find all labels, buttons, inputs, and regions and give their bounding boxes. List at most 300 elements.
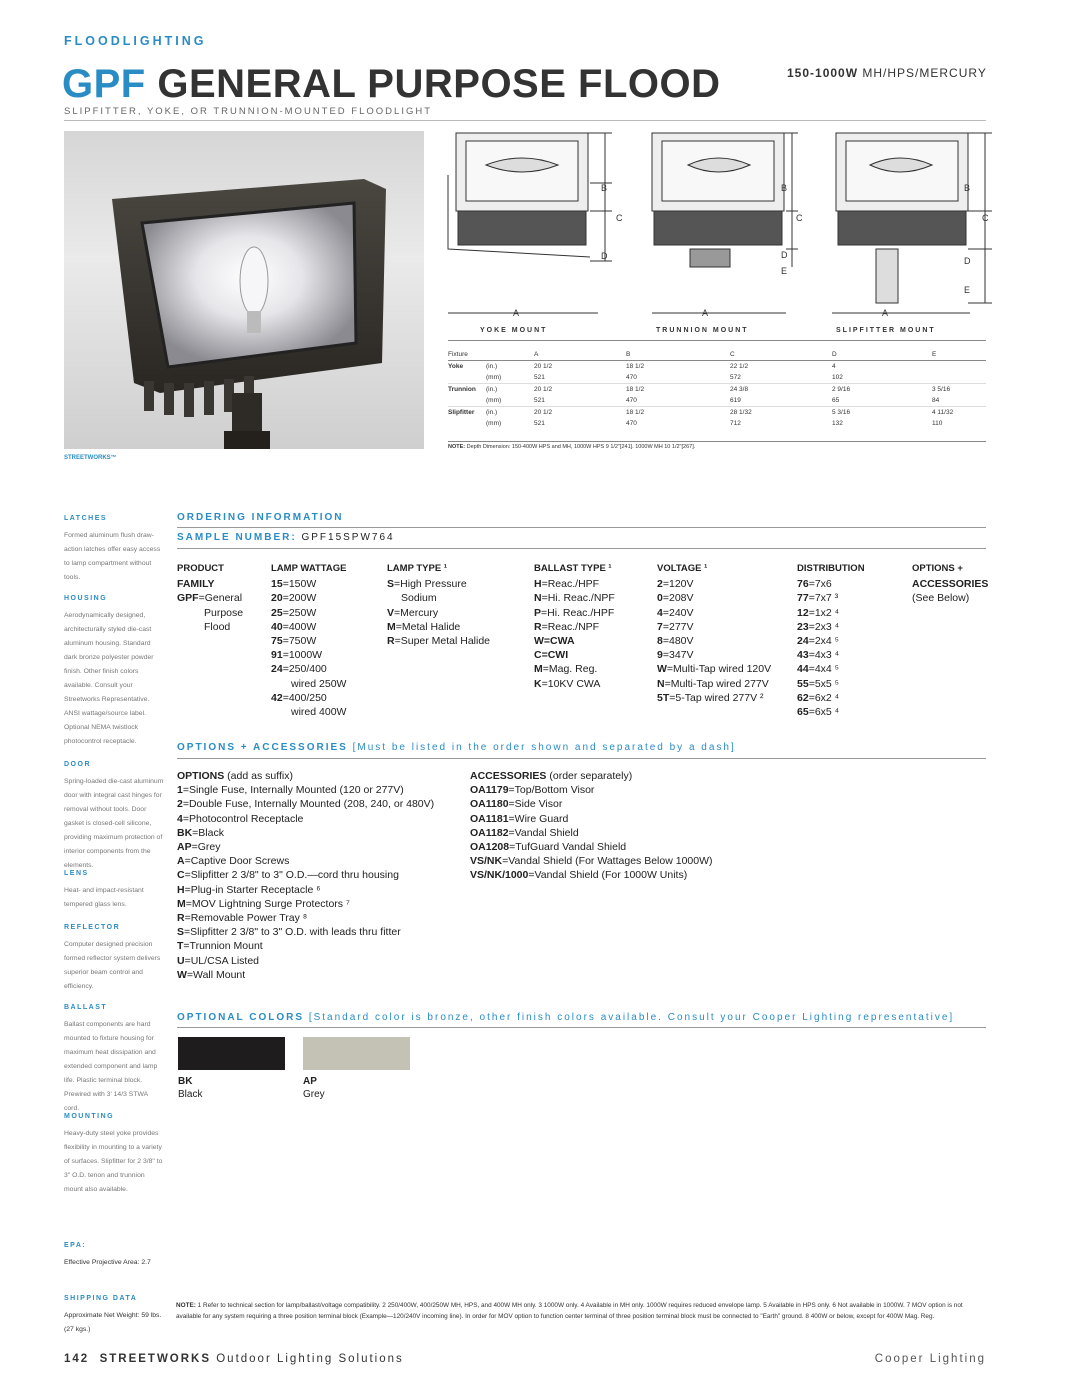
list-item bbox=[177, 939, 434, 953]
list-item bbox=[177, 812, 434, 826]
item-desc: =10KV CWA bbox=[541, 677, 601, 690]
dim-label-c-trunnion: C bbox=[796, 213, 803, 223]
item-desc: =Vandal Shield (For Wattages Below 1000W) bbox=[502, 855, 713, 868]
colors-divider bbox=[177, 1027, 986, 1028]
table-cell: Slipfitter bbox=[448, 407, 486, 419]
accessories-title-note: (order separately) bbox=[546, 770, 633, 782]
item-code: H bbox=[534, 578, 542, 591]
table-cell: 20 1/2 bbox=[534, 361, 626, 373]
color-name: Black bbox=[178, 1089, 203, 1100]
table-cell: 521 bbox=[534, 374, 545, 381]
item-desc: =Side Visor bbox=[508, 798, 563, 811]
item-desc: =Captive Door Screws bbox=[184, 855, 290, 868]
item-desc: =Slipfitter 2 3/8" to 3" O.D.—cord thru housing bbox=[184, 869, 399, 882]
item-desc: =Plug-in Starter Receptacle ⁶ bbox=[184, 883, 321, 896]
list-item bbox=[470, 854, 713, 868]
accessories-title-bold: ACCESSORIES bbox=[470, 770, 547, 782]
item-code: C bbox=[534, 649, 542, 662]
color-code: AP bbox=[303, 1076, 317, 1087]
item-desc: =Multi-Tap wired 277V bbox=[664, 677, 769, 690]
table-cell: (mm) bbox=[486, 397, 502, 404]
table-cell: 102 bbox=[832, 374, 843, 381]
sidebar-lens bbox=[64, 867, 164, 912]
item-desc: =277V bbox=[662, 620, 694, 633]
item-desc: =Multi-Tap wired 120V bbox=[666, 663, 772, 676]
list-item bbox=[470, 783, 713, 797]
item-desc: =TufGuard Vandal Shield bbox=[509, 841, 627, 854]
list-item bbox=[177, 868, 434, 882]
item-desc: =5-Tap wired 277V ² bbox=[669, 691, 764, 704]
list-item bbox=[177, 911, 434, 925]
table-cell: (in.) bbox=[486, 407, 534, 419]
col-lamp-type bbox=[387, 562, 490, 648]
item-desc: =Vandal Shield bbox=[508, 826, 579, 839]
item-desc: =Mag. Reg. bbox=[542, 663, 598, 676]
list-item bbox=[387, 577, 490, 591]
item-desc: =Trunnion Mount bbox=[183, 940, 263, 953]
item-desc: =High Pressure bbox=[394, 578, 467, 591]
dim-label-c-slipfitter: C bbox=[982, 213, 989, 223]
item-code: 91 bbox=[271, 649, 283, 662]
col-header: OPTIONS + bbox=[912, 563, 963, 574]
item-code: 5T bbox=[657, 691, 670, 704]
list-item bbox=[797, 634, 865, 648]
item-code: H bbox=[177, 883, 185, 896]
list-item bbox=[534, 577, 615, 591]
list-item bbox=[470, 797, 713, 811]
list-item: (See Below) bbox=[912, 592, 970, 605]
dim-header bbox=[486, 350, 534, 361]
list-item bbox=[470, 868, 713, 882]
item-desc: =6x5 ⁴ bbox=[808, 706, 840, 719]
item-desc: =240V bbox=[662, 606, 694, 619]
dim-label-e-slipfitter: E bbox=[964, 285, 971, 295]
col-header: LAMP WATTAGE bbox=[271, 563, 347, 574]
item-code: N bbox=[657, 677, 665, 690]
item-code: M bbox=[534, 663, 543, 676]
item-code: T bbox=[177, 940, 184, 953]
table-cell: 18 1/2 bbox=[626, 407, 730, 419]
sidebar-text: Spring-loaded die-cast aluminum door with integral cast hinges for removal without tools. Door gasket is closed-cell silicone, providing maximum protection of interior components from the elements. bbox=[64, 778, 164, 869]
col-header: PRODUCT bbox=[177, 563, 224, 574]
mount-divider bbox=[448, 340, 986, 341]
item-code: 24 bbox=[797, 635, 809, 648]
item-desc: =CWA bbox=[543, 635, 575, 648]
title-rest: GENERAL PURPOSE FLOOD bbox=[145, 62, 721, 106]
page-title bbox=[62, 62, 721, 107]
list-item bbox=[534, 634, 615, 648]
title-prefix: GPF bbox=[62, 62, 146, 106]
colors-heading-note: [Standard color is bronze, other finish colors available. Consult your Cooper Lighting representative] bbox=[304, 1012, 955, 1023]
list-item bbox=[657, 620, 771, 634]
list-item bbox=[470, 812, 713, 826]
item-desc: =UL/CSA Listed bbox=[184, 954, 260, 967]
table-cell bbox=[448, 395, 486, 407]
item-desc: =4x4 ⁵ bbox=[808, 663, 840, 676]
item-code: K bbox=[534, 677, 542, 690]
list-item: wired 250W bbox=[291, 677, 347, 690]
list-item bbox=[797, 677, 865, 691]
color-label-grey bbox=[303, 1075, 325, 1101]
item-code: 8 bbox=[657, 635, 663, 648]
item-code: ACCESSORIES bbox=[912, 578, 989, 591]
item-code: 9 bbox=[657, 649, 663, 662]
dim-header: Fixture bbox=[448, 350, 486, 361]
list-item bbox=[470, 826, 713, 840]
table-cell: Trunnion bbox=[448, 384, 486, 396]
list-item bbox=[177, 797, 434, 811]
table-cell: 5 3/16 bbox=[832, 407, 932, 419]
col-voltage bbox=[657, 562, 771, 705]
item-code: W bbox=[534, 635, 544, 648]
color-swatch-black bbox=[178, 1037, 285, 1070]
footer-company: Cooper Lighting bbox=[874, 1353, 986, 1365]
table-cell bbox=[448, 418, 486, 429]
item-desc: =400/250 bbox=[282, 691, 327, 704]
item-code: GPF bbox=[177, 592, 199, 605]
item-desc: =MOV Lightning Surge Protectors ⁷ bbox=[185, 897, 350, 910]
item-desc: =200W bbox=[282, 592, 317, 605]
item-code: 25 bbox=[271, 606, 283, 619]
sidebar-text: Effective Projective Area: 2.7 bbox=[64, 1259, 151, 1266]
item-code: 7 bbox=[657, 620, 663, 633]
list-item bbox=[177, 854, 434, 868]
item-desc: =120V bbox=[662, 578, 694, 591]
sidebar-text: Heavy-duty steel yoke provides flexibility in mounting to a variety of surfaces. Slipfitter for 2 3/8" to 3" O.D. tenon and trunnion mount also available. bbox=[64, 1130, 163, 1193]
sample-number bbox=[177, 532, 395, 543]
item-desc: =250/400 bbox=[282, 663, 327, 676]
options-title-note: (add as suffix) bbox=[224, 770, 293, 782]
page-footer bbox=[64, 1353, 404, 1365]
col-distribution bbox=[797, 562, 865, 719]
table-cell: 4 bbox=[832, 361, 932, 373]
list-item bbox=[534, 591, 615, 605]
dim-label-b-yoke: B bbox=[601, 183, 608, 193]
item-desc: =Double Fuse, Internally Mounted (208, 240, or 480V) bbox=[182, 798, 435, 811]
item-desc: =6x2 ⁴ bbox=[808, 691, 840, 704]
footnote-text: 1 Refer to technical section for lamp/ballast/voltage compatibility. 2 250/400W, 400/250W MH, HPS, and 400W MH only. 3 1000W only. 4 Available in MH only. 1000W requires reduced envelope lamp. 5 Available in HPS only. 6 Not available in 1000W. 7 MOV option is not available for any system requiring a three position terminal block (Example—120/240V incoming line). In order for MOV option to function center terminal of three position terminal block must be connected to "Earth" ground. 8 400W or below, except for 400W Mag. Reg. bbox=[176, 1302, 963, 1320]
list-item bbox=[177, 591, 243, 605]
item-code: R bbox=[177, 912, 185, 925]
accessories-list bbox=[470, 769, 713, 883]
item-code: AP bbox=[177, 841, 192, 854]
list-item bbox=[387, 620, 490, 634]
item-code: 77 bbox=[797, 592, 809, 605]
table-row bbox=[448, 395, 986, 407]
list-item bbox=[271, 591, 346, 605]
table-cell: (mm) bbox=[486, 420, 502, 427]
dimension-diagrams bbox=[440, 125, 992, 320]
list-item bbox=[271, 691, 346, 705]
list-item bbox=[470, 840, 713, 854]
list-item bbox=[177, 925, 434, 939]
list-item bbox=[657, 577, 771, 591]
item-code: A bbox=[177, 855, 185, 868]
list-item bbox=[271, 634, 346, 648]
item-code: 2 bbox=[177, 798, 183, 811]
item-desc: =Single Fuse, Internally Mounted (120 or 277V) bbox=[182, 784, 404, 797]
item-desc: =Black bbox=[192, 826, 224, 839]
options-title bbox=[177, 769, 434, 783]
list-item bbox=[534, 620, 615, 634]
list-item bbox=[797, 620, 865, 634]
dim-label-e-trunnion: E bbox=[781, 266, 788, 276]
dimensions-table bbox=[448, 350, 986, 429]
floodlight-illustration bbox=[64, 131, 424, 449]
item-desc: =400W bbox=[282, 620, 317, 633]
item-desc: =Removable Power Tray ⁸ bbox=[184, 912, 308, 925]
item-code: W bbox=[657, 663, 667, 676]
table-cell: 470 bbox=[626, 397, 637, 404]
item-code: BK bbox=[177, 826, 193, 839]
item-code: P bbox=[534, 606, 542, 619]
list-item bbox=[177, 577, 243, 591]
dimensions-header-row bbox=[448, 350, 986, 361]
sidebar-housing bbox=[64, 592, 164, 749]
item-desc: =Photocontrol Receptacle bbox=[182, 812, 304, 825]
list-item bbox=[387, 634, 490, 648]
dim-header: A bbox=[534, 350, 626, 361]
list-item bbox=[271, 662, 346, 676]
col-options-accessories bbox=[912, 562, 988, 606]
options-title-bold: OPTIONS bbox=[177, 770, 225, 782]
sidebar-ballast bbox=[64, 1001, 164, 1116]
wattage-range bbox=[787, 66, 987, 80]
footer-tagline: Outdoor Lighting Solutions bbox=[211, 1353, 404, 1365]
sidebar-heading: HOUSING bbox=[64, 595, 108, 602]
list-item bbox=[271, 577, 346, 591]
item-code: OA1180 bbox=[470, 798, 509, 811]
table-cell: 18 1/2 bbox=[626, 384, 730, 396]
sample-divider bbox=[177, 548, 986, 549]
item-code: W bbox=[177, 968, 187, 981]
color-swatch-grey bbox=[303, 1037, 410, 1070]
table-cell: 572 bbox=[730, 374, 741, 381]
item-code: 2 bbox=[657, 578, 663, 591]
item-desc: =Metal Halide bbox=[395, 620, 461, 633]
item-desc: =Vandal Shield (For 1000W Units) bbox=[528, 869, 688, 882]
item-code: OA1208 bbox=[470, 841, 510, 854]
list-item bbox=[177, 897, 434, 911]
options-heading-title: OPTIONS + ACCESSORIES bbox=[177, 742, 348, 753]
item-code: 20 bbox=[271, 592, 283, 605]
item-desc: =5x5 ⁵ bbox=[808, 677, 840, 690]
item-desc: =2x3 ⁴ bbox=[808, 620, 840, 633]
item-desc: =750W bbox=[282, 635, 317, 648]
item-code: 23 bbox=[797, 620, 809, 633]
list-item bbox=[177, 826, 434, 840]
list-item bbox=[177, 783, 434, 797]
header-divider bbox=[64, 120, 986, 121]
table-row bbox=[448, 384, 986, 396]
sidebar-latches bbox=[64, 512, 164, 585]
col-header: VOLTAGE ¹ bbox=[657, 563, 708, 574]
list-item bbox=[797, 691, 865, 705]
item-code: 1 bbox=[177, 784, 183, 797]
sidebar-reflector bbox=[64, 921, 164, 994]
list-item bbox=[177, 840, 434, 854]
color-name: Grey bbox=[303, 1089, 325, 1100]
wattage-bold: 150-1000W bbox=[787, 66, 859, 80]
dim-label-b-trunnion: B bbox=[781, 183, 788, 193]
item-code: 65 bbox=[797, 706, 809, 719]
table-cell: 2 9/16 bbox=[832, 384, 932, 396]
list-item bbox=[177, 968, 434, 982]
item-desc: =CWI bbox=[541, 649, 569, 662]
page-number: 142 bbox=[64, 1353, 90, 1365]
item-code: 62 bbox=[797, 691, 809, 704]
table-cell: 521 bbox=[534, 420, 545, 427]
dim-label-a-slipfitter: A bbox=[882, 308, 889, 318]
sidebar-shipping bbox=[64, 1292, 164, 1337]
item-code: 12 bbox=[797, 606, 809, 619]
item-desc: =Hi. Reac./NPF bbox=[541, 592, 615, 605]
item-desc: =1000W bbox=[282, 649, 323, 662]
sidebar-mounting bbox=[64, 1110, 164, 1197]
item-code: R bbox=[534, 620, 542, 633]
item-code: R bbox=[387, 635, 395, 648]
item-code: C bbox=[177, 869, 185, 882]
page-subtitle: SLIPFITTER, YOKE, OR TRUNNION-MOUNTED FLOODLIGHT bbox=[64, 106, 433, 117]
dim-label-a-trunnion: A bbox=[702, 308, 709, 318]
table-cell: (in.) bbox=[486, 361, 534, 373]
table-cell: 28 1/32 bbox=[730, 407, 832, 419]
item-code: M bbox=[177, 897, 186, 910]
item-desc: =Mercury bbox=[394, 606, 439, 619]
item-code: 24 bbox=[271, 663, 283, 676]
table-cell: 20 1/2 bbox=[534, 407, 626, 419]
item-desc: =Wall Mount bbox=[186, 968, 246, 981]
sidebar-text: Approximate Net Weight: 59 lbs. (27 kgs.) bbox=[64, 1312, 162, 1333]
dim-label-d-yoke: D bbox=[601, 251, 608, 261]
item-desc: =2x4 ⁵ bbox=[808, 635, 840, 648]
list-item bbox=[657, 634, 771, 648]
table-cell: 20 1/2 bbox=[534, 384, 626, 396]
item-desc: =Wire Guard bbox=[508, 812, 569, 825]
color-code: BK bbox=[178, 1076, 193, 1087]
sidebar-heading: BALLAST bbox=[64, 1004, 108, 1011]
item-code: 15 bbox=[271, 578, 283, 591]
item-code: U bbox=[177, 954, 185, 967]
list-item bbox=[387, 606, 490, 620]
item-desc: =250W bbox=[282, 606, 317, 619]
item-code: S bbox=[177, 926, 185, 939]
list-item bbox=[657, 691, 771, 705]
item-code: 0 bbox=[657, 592, 663, 605]
item-desc: =Top/Bottom Visor bbox=[508, 784, 595, 797]
dim-label-a-yoke: A bbox=[513, 308, 520, 318]
table-row bbox=[448, 372, 986, 384]
category-label: FLOODLIGHTING bbox=[64, 34, 207, 48]
list-item: Sodium bbox=[401, 592, 437, 605]
table-cell: 22 1/2 bbox=[730, 361, 832, 373]
colors-heading-title: OPTIONAL COLORS bbox=[177, 1012, 305, 1023]
col-lamp-wattage bbox=[271, 562, 346, 719]
options-divider bbox=[177, 758, 986, 759]
table-row bbox=[448, 418, 986, 429]
item-code: M bbox=[387, 620, 396, 633]
table-cell bbox=[932, 372, 986, 384]
trunnion-mount-label: TRUNNION MOUNT bbox=[656, 327, 749, 334]
list-item bbox=[797, 662, 865, 676]
col-header: BALLAST TYPE ¹ bbox=[534, 563, 612, 574]
item-code: 55 bbox=[797, 677, 809, 690]
yoke-mount-label: YOKE MOUNT bbox=[480, 327, 548, 334]
depth-note bbox=[448, 441, 986, 450]
item-code: VS/NK bbox=[470, 855, 503, 868]
table-cell bbox=[932, 361, 986, 373]
item-code: 43 bbox=[797, 649, 809, 662]
item-code: OA1179 bbox=[470, 784, 509, 797]
item-desc: =4x3 ⁴ bbox=[808, 649, 840, 662]
dim-header: E bbox=[932, 350, 986, 361]
streetworks-logo: STREETWORKS™ bbox=[64, 455, 117, 461]
footnote-label: NOTE: bbox=[176, 1302, 196, 1309]
list-item bbox=[534, 606, 615, 620]
table-cell: 470 bbox=[626, 420, 637, 427]
list-item bbox=[271, 648, 346, 662]
table-row bbox=[448, 407, 986, 419]
sidebar-text: Ballast components are hard mounted to fixture housing for maximum heat dissipation and extended component and lamp life. Plastic terminal block. Prewired with 3' 14/3 STWA cord. bbox=[64, 1021, 158, 1112]
dim-label-c-yoke: C bbox=[616, 213, 623, 223]
item-code: N bbox=[534, 592, 542, 605]
list-item bbox=[271, 620, 346, 634]
list-item bbox=[177, 883, 434, 897]
item-desc: =480V bbox=[662, 635, 694, 648]
table-cell: 712 bbox=[730, 420, 741, 427]
list-item bbox=[534, 677, 615, 691]
item-code: S bbox=[387, 578, 395, 591]
slipfitter-mount-label: SLIPFITTER MOUNT bbox=[836, 327, 936, 334]
footnote bbox=[176, 1300, 986, 1322]
item-code: 44 bbox=[797, 663, 809, 676]
list-item bbox=[797, 606, 865, 620]
table-cell: (mm) bbox=[486, 374, 502, 381]
list-item: Flood bbox=[204, 620, 231, 633]
list-item bbox=[534, 662, 615, 676]
item-code: 42 bbox=[271, 691, 283, 704]
color-label-black bbox=[178, 1075, 202, 1101]
sidebar-door bbox=[64, 758, 164, 873]
table-row bbox=[448, 361, 986, 373]
table-cell: 110 bbox=[932, 420, 943, 427]
options-heading bbox=[177, 742, 736, 753]
item-desc: =Slipfitter 2 3/8" to 3" O.D. with leads thru fitter bbox=[184, 926, 401, 939]
table-cell: 470 bbox=[626, 374, 637, 381]
sidebar-heading: EPA: bbox=[64, 1242, 87, 1249]
list-item bbox=[657, 591, 771, 605]
table-cell: 619 bbox=[730, 397, 741, 404]
list-item bbox=[534, 648, 615, 662]
list-item bbox=[797, 591, 865, 605]
list-item: Purpose bbox=[204, 606, 244, 619]
sidebar-text: Formed aluminum flush draw-action latches offer easy access to lamp compartment without tools. bbox=[64, 532, 161, 581]
item-desc: =Grey bbox=[191, 841, 221, 854]
item-code: V bbox=[387, 606, 395, 619]
table-cell: 84 bbox=[932, 397, 940, 404]
sample-number-label: SAMPLE NUMBER: bbox=[177, 532, 297, 543]
depth-note-label: NOTE: bbox=[448, 444, 466, 450]
sidebar-epa bbox=[64, 1239, 164, 1270]
depth-note-text: Depth Dimension: 150-400W HPS and MH, 1000W HPS 9 1/2"[241]. 1000W MH 10 1/2"[267]. bbox=[465, 444, 696, 450]
table-cell: 65 bbox=[832, 397, 840, 404]
options-list bbox=[177, 769, 434, 982]
col-ballast-type bbox=[534, 562, 615, 691]
ordering-divider bbox=[177, 527, 986, 528]
col-product-family bbox=[177, 562, 243, 634]
table-cell: Yoke bbox=[448, 361, 486, 373]
sidebar-heading: LATCHES bbox=[64, 515, 108, 522]
